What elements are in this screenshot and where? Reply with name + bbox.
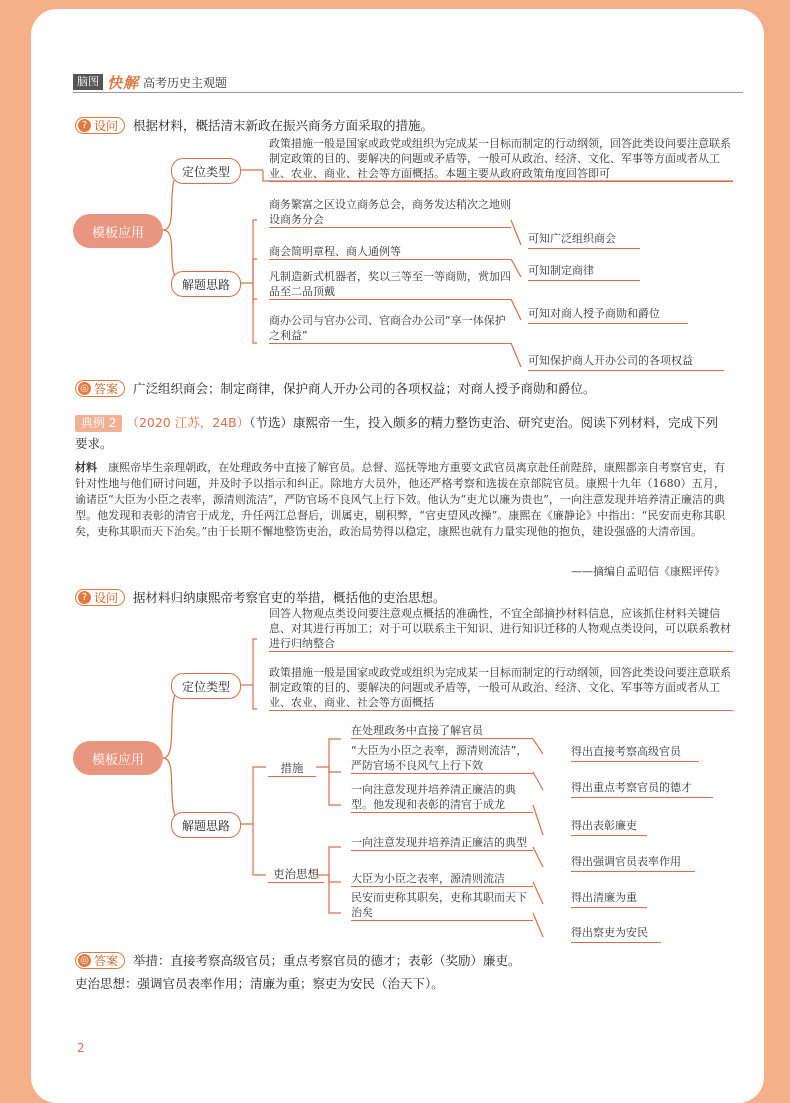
map2-type-text-b: 政策措施一般是国家或政党或组织为完成某一目标而制定的行动纲领，回答此类设问要注意联系制定政策的目的、要解决的问题或矛盾等，一般可从政治、经济、文化、军事等方面或者从工业、农业、商业、社会等方面概括	[269, 666, 731, 709]
page-sheet	[31, 9, 764, 1103]
answer-tag	[75, 380, 125, 397]
answer-tag	[75, 952, 125, 969]
header-title: 高考历史主观题	[143, 75, 228, 90]
map1-note: 可知对商人授予商勋和爵位	[528, 306, 688, 324]
example-2	[75, 412, 725, 454]
example-lead: （节选）康熙帝一生，投入颇多的精力整饬吏治、研究吏治。阅读下列材料，完成下列要求。	[75, 415, 718, 451]
example-source: （2020 江苏，24B）	[126, 415, 250, 430]
header-logo: 快解	[107, 73, 140, 92]
answer-icon: ◎	[78, 954, 91, 967]
map1-main-node: 模板应用	[73, 214, 163, 248]
answer-2	[75, 952, 521, 969]
answer-icon: ◎	[78, 382, 91, 395]
map1-item: 凡制造新式机器者，奖以三等至一等商勋，赏加四品至二品顶戴	[269, 270, 511, 298]
map2-main-node: 模板应用	[73, 741, 163, 775]
map2-note-b: 得出强调官员表率作用	[571, 854, 695, 872]
map2-note-a: 得出重点考察官员的德才	[571, 780, 713, 798]
question-2-text: 据材料归纳康熙帝考察官吏的举措，概括他的吏治思想。	[133, 590, 446, 605]
question-icon: ?	[78, 591, 91, 604]
map1-idea-node: 解题思路	[171, 271, 241, 297]
map2-item-b: 大臣为小臣之表率，源清则流洁	[351, 871, 533, 887]
map1-item: 商会简明章程、商人通例等	[269, 244, 511, 260]
map1-item: 商务繁富之区设立商务总会，商务发达稍次之地则设商务分会	[269, 198, 511, 226]
question-1-text: 根据材料，概括清末新政在振兴商务方面采取的措施。	[133, 118, 434, 133]
map1-item: 商办公司与官办公司、官商合办公司“享一体保护之利益”	[269, 313, 511, 344]
material-block	[75, 460, 725, 540]
map2-branch-thought: 吏治思想	[268, 867, 324, 883]
map2-note-a: 得出表彰廉吏	[571, 818, 647, 836]
material-citation: ——摘编自孟昭信《康熙评传》	[571, 565, 725, 578]
question-tag	[75, 589, 125, 606]
map1-note: 可知广泛组织商会	[528, 231, 640, 249]
map2-idea-node: 解题思路	[171, 812, 241, 838]
map2-item-a: 一向注意发现并培养清正廉洁的典型。他发现和表彰的清官于成龙	[351, 782, 533, 813]
map1-type-node: 定位类型	[171, 158, 241, 184]
map2-note-a: 得出直接考察高级官员	[571, 744, 699, 762]
page-number: 2	[77, 1041, 85, 1055]
answer-tag-label: 答案	[94, 382, 119, 396]
map2-branch-measures: 措施	[268, 761, 316, 777]
map2-note-b: 得出察吏为安民	[571, 925, 661, 943]
map2-item-a: “大臣为小臣之表率，源清则流洁”，严防官场不良风气上行下效	[351, 743, 533, 774]
answer-2-line-2: 吏治思想：强调官员表率作用；清廉为重；察吏为安民（治天下）。	[75, 976, 444, 991]
material-label: 材料	[75, 461, 98, 474]
map2-note-b: 得出清廉为重	[571, 890, 647, 908]
answer-tag-label: 答案	[94, 954, 119, 968]
map2-item-b: 一向注意发现并培养清正廉洁的典型	[351, 835, 533, 851]
material-text: 康熙帝毕生亲理朝政，在处理政务中直接了解官员。总督、巡抚等地方重要文武官员离京赴任前陛辞，康熙都亲自考察官吏，有针对性地与他们研讨问题，并及时予以指示和纠正。除地方大员外，他还严格考察和选拔在京部院官员。康熙十九年（1680）五月，谕诸臣“大臣为小臣之表率，源清则流洁”，严防官场不良风气上行下效。他认为“吏尤以廉为贵也”，一向注意发现并培养清正廉洁的典型。他发现和表彰的清官于成龙，升任两江总督后，训属吏，剔积弊，“官吏望风改操”。康熙在《廉静论》中指出：“民安而吏称其职矣，吏称其职而天下治矣。”由于长期不懈地整饬吏治，政治局势得以稳定，康熙也就有力量实现他的抱负，建设强盛的大清帝国。	[75, 461, 726, 538]
answer-1-text: 广泛组织商会；制定商律，保护商人开办公司的各项权益；对商人授予商勋和爵位。	[133, 381, 596, 396]
question-tag-label: 设问	[94, 119, 119, 133]
map1-note: 可知保护商人开办公司的各项权益	[528, 353, 724, 371]
map1-type-text: 政策措施一般是国家或政党或组织为完成某一目标而制定的行动纲领，回答此类设问要注意联系制定政策的目的、要解决的问题或矛盾等，一般可从政治、经济、文化、军事等方面或者从工业、农业、商业、社会等方面概括。本题主要从政府政策角度回答即可	[269, 137, 731, 180]
map2-type-text-a: 回答人物观点类设问要注意观点概括的准确性，不宜全部摘抄材料信息，应该抓住材料关键信息、对其进行再加工；对于可以联系主干知识、进行知识迁移的人物观点类设问，可以联系教材进行归纳整合	[269, 607, 731, 650]
answer-2-line-1: 举措：直接考察高级官员；重点考察官员的德才；表彰（奖励）廉吏。	[133, 953, 521, 968]
map2-type-node: 定位类型	[171, 673, 241, 699]
question-tag-label: 设问	[94, 591, 119, 605]
example-tag: 典例 2	[75, 415, 122, 432]
map2-item-a: 在处理政务中直接了解官员	[351, 723, 533, 739]
map2-item-b: 民安而吏称其职矣，吏称其职而天下治矣	[351, 890, 533, 921]
question-2	[75, 589, 446, 606]
question-icon: ?	[78, 119, 91, 132]
header-tag: 脑图	[73, 74, 103, 90]
map1-note: 可知制定商律	[528, 263, 640, 281]
answer-1	[75, 380, 596, 397]
